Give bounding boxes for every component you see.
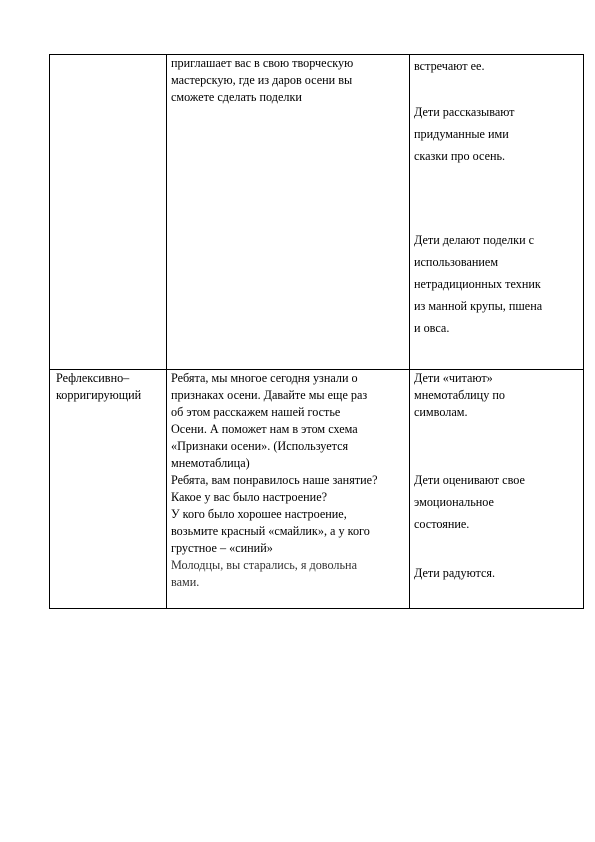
teacher-line: Какое у вас было настроение?: [171, 490, 328, 504]
teacher-line: Ребята, мы многое сегодня узнали о: [171, 371, 358, 385]
teacher-line: «Признаки осени». (Используется: [171, 439, 349, 453]
teacher-line: сможете сделать поделки: [171, 90, 302, 104]
table-row: [50, 55, 584, 370]
teacher-activity-cell: [167, 55, 410, 370]
children-line: встречают ее.: [414, 59, 485, 73]
teacher-line: грустное – «синий»: [171, 541, 273, 555]
children-block: [414, 55, 579, 77]
children-line: символам.: [414, 405, 468, 419]
teacher-line: приглашает вас в свою творческую: [171, 56, 354, 70]
children-activity-cell: [410, 55, 584, 370]
stage-cell: [50, 370, 167, 609]
teacher-line: мастерскую, где из даров осени вы: [171, 73, 353, 87]
children-block: [414, 469, 579, 535]
children-line: и овса.: [414, 321, 450, 335]
teacher-line: Ребята, вам понравилось наше занятие?: [171, 473, 378, 487]
teacher-line: возьмите красный «смайлик», а у кого: [171, 524, 370, 538]
teacher-line: У кого было хорошее настроение,: [171, 507, 347, 521]
children-line: Дети рассказывают: [414, 105, 515, 119]
children-line: эмоциональное: [414, 495, 494, 509]
children-activity-cell: [410, 370, 584, 609]
children-line: Дети радуются.: [414, 566, 496, 580]
children-line: придуманные ими: [414, 127, 509, 141]
children-line: мнемотаблицу по: [414, 388, 505, 402]
children-line: Дети оценивают свое: [414, 473, 525, 487]
children-line: Дети «читают»: [414, 371, 493, 385]
children-line: Дети делают поделки с: [414, 233, 535, 247]
children-line: из манной крупы, пшена: [414, 299, 543, 313]
stage-cell: [50, 55, 167, 370]
children-block: [414, 101, 579, 167]
children-block: [414, 229, 579, 339]
children-block: [414, 565, 579, 582]
children-line: нетрадиционных техник: [414, 277, 541, 291]
teacher-line: об этом расскажем нашей гостье: [171, 405, 341, 419]
teacher-line: мнемотаблица): [171, 456, 250, 470]
teacher-line: Молодцы, вы старались, я довольна: [171, 558, 357, 572]
children-block: [414, 370, 579, 421]
teacher-activity-cell: [167, 370, 410, 609]
children-line: использованием: [414, 255, 499, 269]
teacher-line: признаках осени. Давайте мы еще раз: [171, 388, 368, 402]
stage-line: корригирующий: [56, 388, 142, 402]
teacher-line: Осени. А поможет нам в этом схема: [171, 422, 358, 436]
table-row: [50, 370, 584, 609]
children-line: состояние.: [414, 517, 470, 531]
lesson-plan-table: [49, 54, 584, 609]
teacher-line: вами.: [171, 575, 200, 589]
stage-line: Рефлексивно–: [56, 371, 130, 385]
children-line: сказки про осень.: [414, 149, 506, 163]
